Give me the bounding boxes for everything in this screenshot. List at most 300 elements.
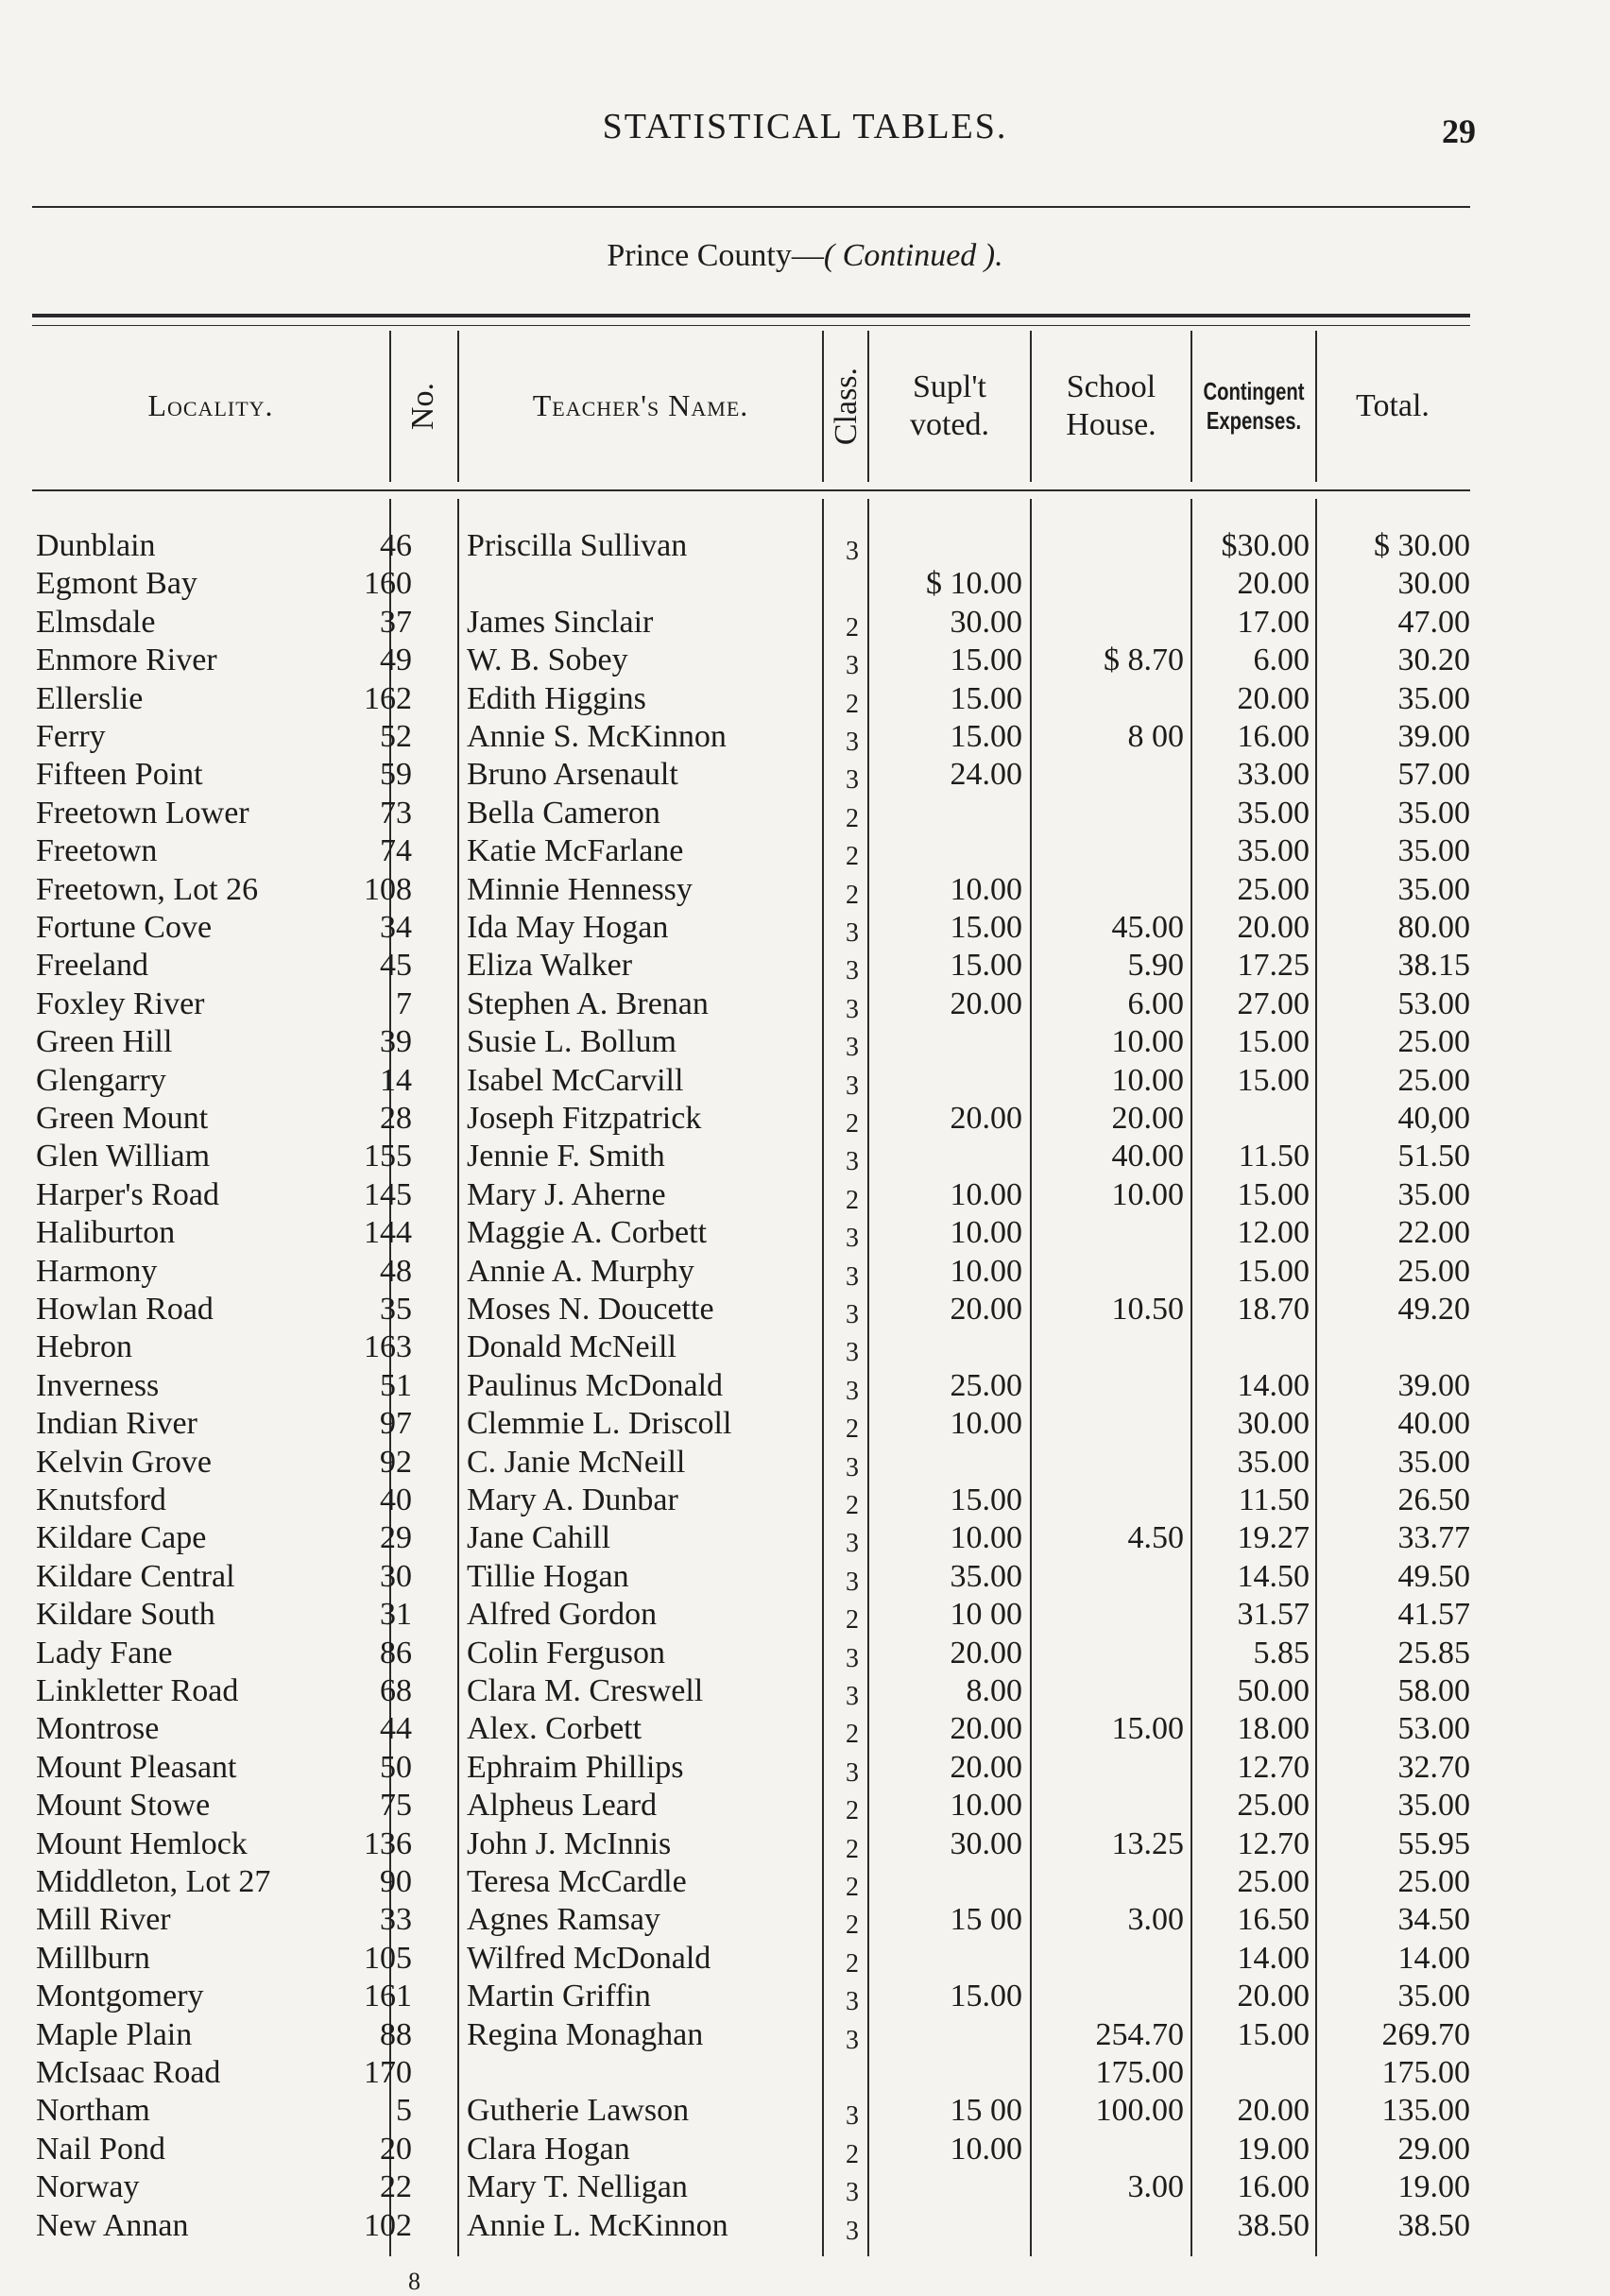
total-cell: 47.00 <box>1397 604 1470 640</box>
supl-voted-cell: 25.00 <box>950 1367 1022 1403</box>
locality-cell: Maple Plain <box>36 2016 193 2052</box>
contingent-cell: 25.00 <box>1237 871 1310 907</box>
total-cell: 35.00 <box>1397 1979 1470 2014</box>
number-cell: 14 <box>380 1062 412 1098</box>
contingent-cell: 30.00 <box>1237 1406 1310 1442</box>
school-house-cell: 4.50 <box>1127 1520 1184 1556</box>
locality-cell: Green Hill <box>36 1024 173 1060</box>
number-cell: 49 <box>380 643 412 678</box>
class-cell: 3 <box>846 918 859 948</box>
teacher-cell: Isabel McCarvill <box>467 1062 684 1098</box>
teacher-cell: Ida May Hogan <box>467 910 669 945</box>
total-cell: 25.00 <box>1397 1062 1470 1098</box>
locality-cell: Haliburton <box>36 1215 176 1251</box>
supl-voted-cell: 15.00 <box>950 910 1022 945</box>
locality-cell: Mount Pleasant <box>36 1749 237 1785</box>
number-cell: 74 <box>380 833 412 869</box>
total-cell: 39.00 <box>1397 719 1470 754</box>
teacher-cell: Annie L. McKinnon <box>467 2207 728 2243</box>
locality-cell: Montgomery <box>36 1979 204 2014</box>
class-cell: 2 <box>846 2139 859 2169</box>
school-house-cell: 40.00 <box>1111 1139 1184 1174</box>
total-cell: 35.00 <box>1397 871 1470 907</box>
contingent-cell: 14.50 <box>1237 1558 1310 1594</box>
number-cell: 39 <box>380 1024 412 1060</box>
supl-voted-cell: 15.00 <box>950 1979 1022 2014</box>
number-cell: 68 <box>380 1673 412 1708</box>
column-header-no: No. <box>404 382 440 431</box>
teacher-cell: Annie S. McKinnon <box>467 719 727 754</box>
teacher-cell: Gutherie Lawson <box>467 2093 690 2129</box>
class-cell: 2 <box>846 1720 859 1750</box>
teacher-cell: Edith Higgins <box>467 680 646 716</box>
class-cell: 2 <box>846 1414 859 1445</box>
supl-voted-cell: 10.00 <box>950 1788 1022 1824</box>
number-cell: 35 <box>380 1292 412 1327</box>
number-cell: 73 <box>380 795 412 831</box>
locality-cell: Fifteen Point <box>36 757 203 793</box>
locality-cell: Freetown, Lot 26 <box>36 871 259 907</box>
teacher-cell: W. B. Sobey <box>467 643 628 678</box>
class-cell: 2 <box>846 1605 859 1636</box>
total-cell: 269.70 <box>1381 2016 1470 2052</box>
supl-voted-cell: 10.00 <box>950 871 1022 907</box>
total-cell: 49.50 <box>1397 1558 1470 1594</box>
contingent-cell: 15.00 <box>1237 1024 1310 1060</box>
contingent-cell: 6.00 <box>1253 643 1310 678</box>
subtitle-county: Prince County— <box>607 238 824 273</box>
number-cell: 22 <box>380 2169 412 2205</box>
number-cell: 34 <box>380 910 412 945</box>
total-cell: 30.20 <box>1397 643 1470 678</box>
locality-cell: Foxley River <box>36 985 205 1021</box>
column-header-total: Total. <box>1356 387 1430 423</box>
class-cell: 3 <box>846 1682 859 1711</box>
number-cell: 50 <box>380 1749 412 1785</box>
contingent-cell: 15.00 <box>1237 2016 1310 2052</box>
number-cell: 31 <box>380 1597 412 1633</box>
total-cell: 38.15 <box>1397 948 1470 984</box>
locality-cell: Norway <box>36 2169 140 2205</box>
locality-cell: Middleton, Lot 27 <box>36 1864 271 1899</box>
locality-cell: Mill River <box>36 1902 171 1938</box>
contingent-cell: 35.00 <box>1237 1444 1310 1480</box>
total-cell: 25.00 <box>1397 1864 1470 1899</box>
total-cell: 35.00 <box>1397 795 1470 831</box>
number-cell: 45 <box>380 948 412 984</box>
supl-voted-cell: 20.00 <box>950 1292 1022 1327</box>
class-cell: 3 <box>846 651 859 681</box>
contingent-cell: 20.00 <box>1237 566 1310 602</box>
class-cell: 2 <box>846 1796 859 1826</box>
contingent-cell: 38.50 <box>1237 2207 1310 2243</box>
number-cell: 105 <box>364 1940 412 1976</box>
contingent-cell: 14.00 <box>1237 1940 1310 1976</box>
header-bottom-rule <box>32 489 1470 491</box>
locality-cell: New Annan <box>36 2207 189 2243</box>
contingent-cell: 14.00 <box>1237 1367 1310 1403</box>
teacher-cell: C. Janie McNeill <box>467 1444 686 1480</box>
class-cell: 3 <box>846 728 859 757</box>
locality-cell: Millburn <box>36 1940 150 1976</box>
locality-cell: Kelvin Grove <box>36 1444 213 1480</box>
contingent-cell: 12.00 <box>1237 1215 1310 1251</box>
divider-body <box>457 499 459 2256</box>
divider-body <box>1315 499 1317 2256</box>
class-cell: 2 <box>846 1873 859 1902</box>
school-house-cell: 6.00 <box>1127 985 1184 1021</box>
locality-cell: Ferry <box>36 719 106 754</box>
number-cell: 136 <box>364 1825 412 1861</box>
school-house-cell: 175.00 <box>1095 2055 1184 2090</box>
total-cell: 53.00 <box>1397 1711 1470 1747</box>
locality-cell: Dunblain <box>36 528 156 563</box>
supl-voted-cell: 20.00 <box>950 1635 1022 1671</box>
column-header-teacher: Teacher's Name. <box>532 388 749 423</box>
total-cell: 25.85 <box>1397 1635 1470 1671</box>
teacher-cell: Wilfred McDonald <box>467 1940 711 1976</box>
class-cell: 3 <box>846 1376 859 1406</box>
table-subtitle <box>0 238 1610 274</box>
total-cell: 53.00 <box>1397 985 1470 1021</box>
total-cell: 14.00 <box>1397 1940 1470 1976</box>
teacher-cell: Ephraim Phillips <box>467 1749 684 1785</box>
number-cell: 40 <box>380 1482 412 1517</box>
contingent-cell: 19.00 <box>1237 2131 1310 2167</box>
contingent-cell: 15.00 <box>1237 1253 1310 1289</box>
teacher-cell: Bella Cameron <box>467 795 660 831</box>
supl-voted-cell: 10.00 <box>950 1406 1022 1442</box>
supl-voted-cell: 15.00 <box>950 719 1022 754</box>
contingent-cell: 20.00 <box>1237 910 1310 945</box>
page-number: 29 <box>1442 112 1476 150</box>
class-cell: 3 <box>846 1071 859 1101</box>
table-top-rule-thick <box>32 314 1470 317</box>
contingent-cell: 20.00 <box>1237 2093 1310 2129</box>
contingent-cell: 11.50 <box>1238 1482 1310 1517</box>
teacher-cell: Clemmie L. Driscoll <box>467 1406 732 1442</box>
school-house-cell: 3.00 <box>1127 2169 1184 2205</box>
total-cell: 35.00 <box>1397 680 1470 716</box>
school-house-cell: 10.00 <box>1111 1176 1184 1212</box>
teacher-cell: Moses N. Doucette <box>467 1292 714 1327</box>
table-top-rule-thin <box>32 325 1470 326</box>
locality-cell: Freetown Lower <box>36 795 249 831</box>
locality-cell: Harper's Road <box>36 1176 220 1212</box>
number-cell: 170 <box>364 2055 412 2090</box>
teacher-cell: Alex. Corbett <box>467 1711 642 1747</box>
locality-cell: Nail Pond <box>36 2131 165 2167</box>
teacher-cell: Mary T. Nelligan <box>467 2169 688 2205</box>
locality-cell: Hebron <box>36 1329 132 1365</box>
number-cell: 59 <box>380 757 412 793</box>
contingent-cell: 16.00 <box>1237 2169 1310 2205</box>
supl-voted-cell: 10.00 <box>950 2131 1022 2167</box>
supl-voted-cell: 15 00 <box>950 2093 1022 2129</box>
total-cell: 41.57 <box>1397 1597 1470 1633</box>
total-cell: 29.00 <box>1397 2131 1470 2167</box>
supl-voted-cell: 15.00 <box>950 948 1022 984</box>
school-house-cell: 13.25 <box>1111 1825 1184 1861</box>
divider-header <box>389 331 391 482</box>
number-cell: 52 <box>380 719 412 754</box>
contingent-cell: 20.00 <box>1237 680 1310 716</box>
number-cell: 75 <box>380 1788 412 1824</box>
teacher-cell: Priscilla Sullivan <box>467 528 688 563</box>
supl-voted-cell: 10 00 <box>950 1597 1022 1633</box>
class-cell: 2 <box>846 1491 859 1520</box>
number-cell: 145 <box>364 1176 412 1212</box>
divider-body <box>1190 499 1192 2256</box>
locality-cell: Inverness <box>36 1367 160 1403</box>
number-cell: 92 <box>380 1444 412 1480</box>
teacher-cell: Alfred Gordon <box>467 1597 658 1633</box>
teacher-cell: Paulinus McDonald <box>467 1367 724 1403</box>
number-cell: 51 <box>380 1367 412 1403</box>
locality-cell: Linkletter Road <box>36 1673 239 1708</box>
supl-voted-cell: 15.00 <box>950 1482 1022 1517</box>
class-cell: 3 <box>846 994 859 1024</box>
column-header-class: Class. <box>828 367 864 446</box>
number-cell: 29 <box>380 1520 412 1556</box>
column-header-locality: Locality. <box>147 388 274 423</box>
total-cell: 25.00 <box>1397 1024 1470 1060</box>
class-cell: 3 <box>846 2101 859 2132</box>
locality-cell: Elmsdale <box>36 604 156 640</box>
contingent-cell: 33.00 <box>1237 757 1310 793</box>
number-cell: 155 <box>364 1139 412 1174</box>
number-cell: 46 <box>380 528 412 563</box>
teacher-cell: Katie McFarlane <box>467 833 684 869</box>
column-header-contingent-expenses: Contingent Expenses. <box>1203 377 1305 435</box>
supl-voted-cell: 15.00 <box>950 680 1022 716</box>
class-cell: 3 <box>846 1529 859 1559</box>
supl-voted-cell: 10.00 <box>950 1253 1022 1289</box>
class-cell: 2 <box>846 1834 859 1864</box>
contingent-cell: 27.00 <box>1237 985 1310 1021</box>
class-cell: 3 <box>846 2025 859 2055</box>
teacher-cell: Colin Ferguson <box>467 1635 666 1671</box>
locality-cell: Mount Hemlock <box>36 1825 248 1861</box>
number-cell: 160 <box>364 566 412 602</box>
total-cell: 35.00 <box>1397 1788 1470 1824</box>
class-cell: 2 <box>846 1109 859 1139</box>
teacher-cell: Martin Griffin <box>467 1979 651 2014</box>
total-cell: 57.00 <box>1397 757 1470 793</box>
number-cell: 144 <box>364 1215 412 1251</box>
teacher-cell: Maggie A. Corbett <box>467 1215 708 1251</box>
teacher-cell: Bruno Arsenault <box>467 757 678 793</box>
total-cell: 19.00 <box>1397 2169 1470 2205</box>
school-house-cell: 254.70 <box>1095 2016 1184 2052</box>
class-cell: 2 <box>846 803 859 833</box>
number-cell: 86 <box>380 1635 412 1671</box>
header-rule <box>32 206 1470 208</box>
total-cell: 51.50 <box>1397 1139 1470 1174</box>
number-cell: 44 <box>380 1711 412 1747</box>
school-house-cell: 8 00 <box>1127 719 1184 754</box>
locality-cell: Kildare South <box>36 1597 215 1633</box>
teacher-cell: Susie L. Bollum <box>467 1024 677 1060</box>
contingent-cell: 25.00 <box>1237 1864 1310 1899</box>
teacher-cell: Eliza Walker <box>467 948 633 984</box>
column-header-supl-voted: Supl't voted. <box>909 368 990 442</box>
class-cell: 2 <box>846 880 859 910</box>
number-cell: 33 <box>380 1902 412 1938</box>
class-cell: 3 <box>846 1033 859 1063</box>
total-cell: 40.00 <box>1397 1406 1470 1442</box>
contingent-cell: 15.00 <box>1237 1062 1310 1098</box>
total-cell: 80.00 <box>1397 910 1470 945</box>
contingent-cell: 35.00 <box>1237 795 1310 831</box>
locality-cell: Kildare Central <box>36 1558 235 1594</box>
supl-voted-cell: 35.00 <box>950 1558 1022 1594</box>
total-cell: 32.70 <box>1397 1749 1470 1785</box>
contingent-cell: 16.00 <box>1237 719 1310 754</box>
supl-voted-cell: 10.00 <box>950 1520 1022 1556</box>
number-cell: 88 <box>380 2016 412 2052</box>
signature-mark: 8 <box>408 2268 420 2295</box>
class-cell: 3 <box>846 956 859 986</box>
number-cell: 37 <box>380 604 412 640</box>
locality-cell: Mount Stowe <box>36 1788 211 1824</box>
class-cell: 2 <box>846 1910 859 1941</box>
contingent-cell: 31.57 <box>1237 1597 1310 1633</box>
supl-voted-cell: 20.00 <box>950 985 1022 1021</box>
contingent-cell: 15.00 <box>1237 1176 1310 1212</box>
contingent-cell: 17.00 <box>1237 604 1310 640</box>
total-cell: 175.00 <box>1381 2055 1470 2090</box>
teacher-cell: Joseph Fitzpatrick <box>467 1101 702 1136</box>
locality-cell: McIsaac Road <box>36 2055 221 2090</box>
teacher-cell: Jane Cahill <box>467 1520 611 1556</box>
total-cell: 33.77 <box>1397 1520 1470 1556</box>
total-cell: 26.50 <box>1397 1482 1470 1517</box>
divider-header <box>457 331 459 482</box>
total-cell: 135.00 <box>1381 2093 1470 2129</box>
total-cell: 40,00 <box>1397 1101 1470 1136</box>
locality-cell: Glengarry <box>36 1062 166 1098</box>
class-cell: 3 <box>846 1757 859 1788</box>
locality-cell: Ellerslie <box>36 680 144 716</box>
contingent-cell: 18.00 <box>1237 1711 1310 1747</box>
class-cell: 3 <box>846 1643 859 1673</box>
teacher-cell: Teresa McCardle <box>467 1864 687 1899</box>
supl-voted-cell: 15.00 <box>950 643 1022 678</box>
class-cell: 3 <box>846 2216 859 2246</box>
divider-header <box>1030 331 1032 482</box>
supl-voted-cell: 20.00 <box>950 1711 1022 1747</box>
contingent-cell: 35.00 <box>1237 833 1310 869</box>
teacher-cell: Regina Monaghan <box>467 2016 704 2052</box>
total-cell: 55.95 <box>1397 1825 1470 1861</box>
number-cell: 163 <box>364 1329 412 1365</box>
contingent-cell: 11.50 <box>1238 1139 1310 1174</box>
total-cell: 25.00 <box>1397 1253 1470 1289</box>
locality-cell: Enmore River <box>36 643 217 678</box>
contingent-cell: $30.00 <box>1221 528 1310 563</box>
number-cell: 28 <box>380 1101 412 1136</box>
number-cell: 7 <box>396 985 412 1021</box>
supl-voted-cell: 20.00 <box>950 1749 1022 1785</box>
total-cell: 49.20 <box>1397 1292 1470 1327</box>
total-cell: 22.00 <box>1397 1215 1470 1251</box>
class-cell: 2 <box>846 842 859 872</box>
locality-cell: Glen William <box>36 1139 211 1174</box>
number-cell: 5 <box>396 2093 412 2129</box>
supl-voted-cell: 10.00 <box>950 1215 1022 1251</box>
divider-header <box>867 331 869 482</box>
locality-cell: Harmony <box>36 1253 158 1289</box>
locality-cell: Green Mount <box>36 1101 209 1136</box>
class-cell: 2 <box>846 1185 859 1215</box>
divider-header <box>1315 331 1317 482</box>
class-cell: 2 <box>846 1948 859 1979</box>
number-cell: 108 <box>364 871 412 907</box>
locality-cell: Fortune Cove <box>36 910 213 945</box>
locality-cell: Knutsford <box>36 1482 166 1517</box>
teacher-cell: Annie A. Murphy <box>467 1253 694 1289</box>
teacher-cell: Clara Hogan <box>467 2131 630 2167</box>
column-header-school-house: School House. <box>1066 368 1156 442</box>
class-cell: 3 <box>846 1224 859 1254</box>
total-cell: 34.50 <box>1397 1902 1470 1938</box>
teacher-cell: Donald McNeill <box>467 1329 677 1365</box>
teacher-cell: Clara M. Creswell <box>467 1673 704 1708</box>
contingent-cell: 18.70 <box>1237 1292 1310 1327</box>
number-cell: 30 <box>380 1558 412 1594</box>
total-cell: 58.00 <box>1397 1673 1470 1708</box>
supl-voted-cell: 24.00 <box>950 757 1022 793</box>
locality-cell: Kildare Cape <box>36 1520 207 1556</box>
teacher-cell: Mary A. Dunbar <box>467 1482 678 1517</box>
class-cell: 3 <box>846 1147 859 1177</box>
class-cell: 3 <box>846 537 859 566</box>
class-cell: 3 <box>846 1452 859 1482</box>
total-cell: 39.00 <box>1397 1367 1470 1403</box>
divider-header <box>1190 331 1192 482</box>
locality-cell: Freetown <box>36 833 158 869</box>
page-title: STATISTICAL TABLES. <box>602 107 1008 146</box>
school-house-cell: 10.50 <box>1111 1292 1184 1327</box>
teacher-cell: Alpheus Leard <box>467 1788 658 1824</box>
supl-voted-cell: 30.00 <box>950 1825 1022 1861</box>
school-house-cell: 10.00 <box>1111 1062 1184 1098</box>
divider-body <box>1030 499 1032 2256</box>
supl-voted-cell: 20.00 <box>950 1101 1022 1136</box>
supl-voted-cell: 30.00 <box>950 604 1022 640</box>
class-cell: 3 <box>846 1567 859 1597</box>
number-cell: 97 <box>380 1406 412 1442</box>
school-house-cell: 3.00 <box>1127 1902 1184 1938</box>
class-cell: 3 <box>846 1338 859 1368</box>
class-cell: 3 <box>846 1300 859 1329</box>
class-cell: 3 <box>846 765 859 796</box>
locality-cell: Egmont Bay <box>36 566 197 602</box>
locality-cell: Howlan Road <box>36 1292 214 1327</box>
total-cell: 38.50 <box>1397 2207 1470 2243</box>
contingent-cell: 16.50 <box>1237 1902 1310 1938</box>
class-cell: 2 <box>846 689 859 719</box>
number-cell: 102 <box>364 2207 412 2243</box>
number-cell: 20 <box>380 2131 412 2167</box>
number-cell: 162 <box>364 680 412 716</box>
teacher-cell: Stephen A. Brenan <box>467 985 709 1021</box>
total-cell: 35.00 <box>1397 1176 1470 1212</box>
school-house-cell: $ 8.70 <box>1104 643 1184 678</box>
divider-header <box>822 331 824 482</box>
teacher-cell: John J. McInnis <box>467 1825 672 1861</box>
